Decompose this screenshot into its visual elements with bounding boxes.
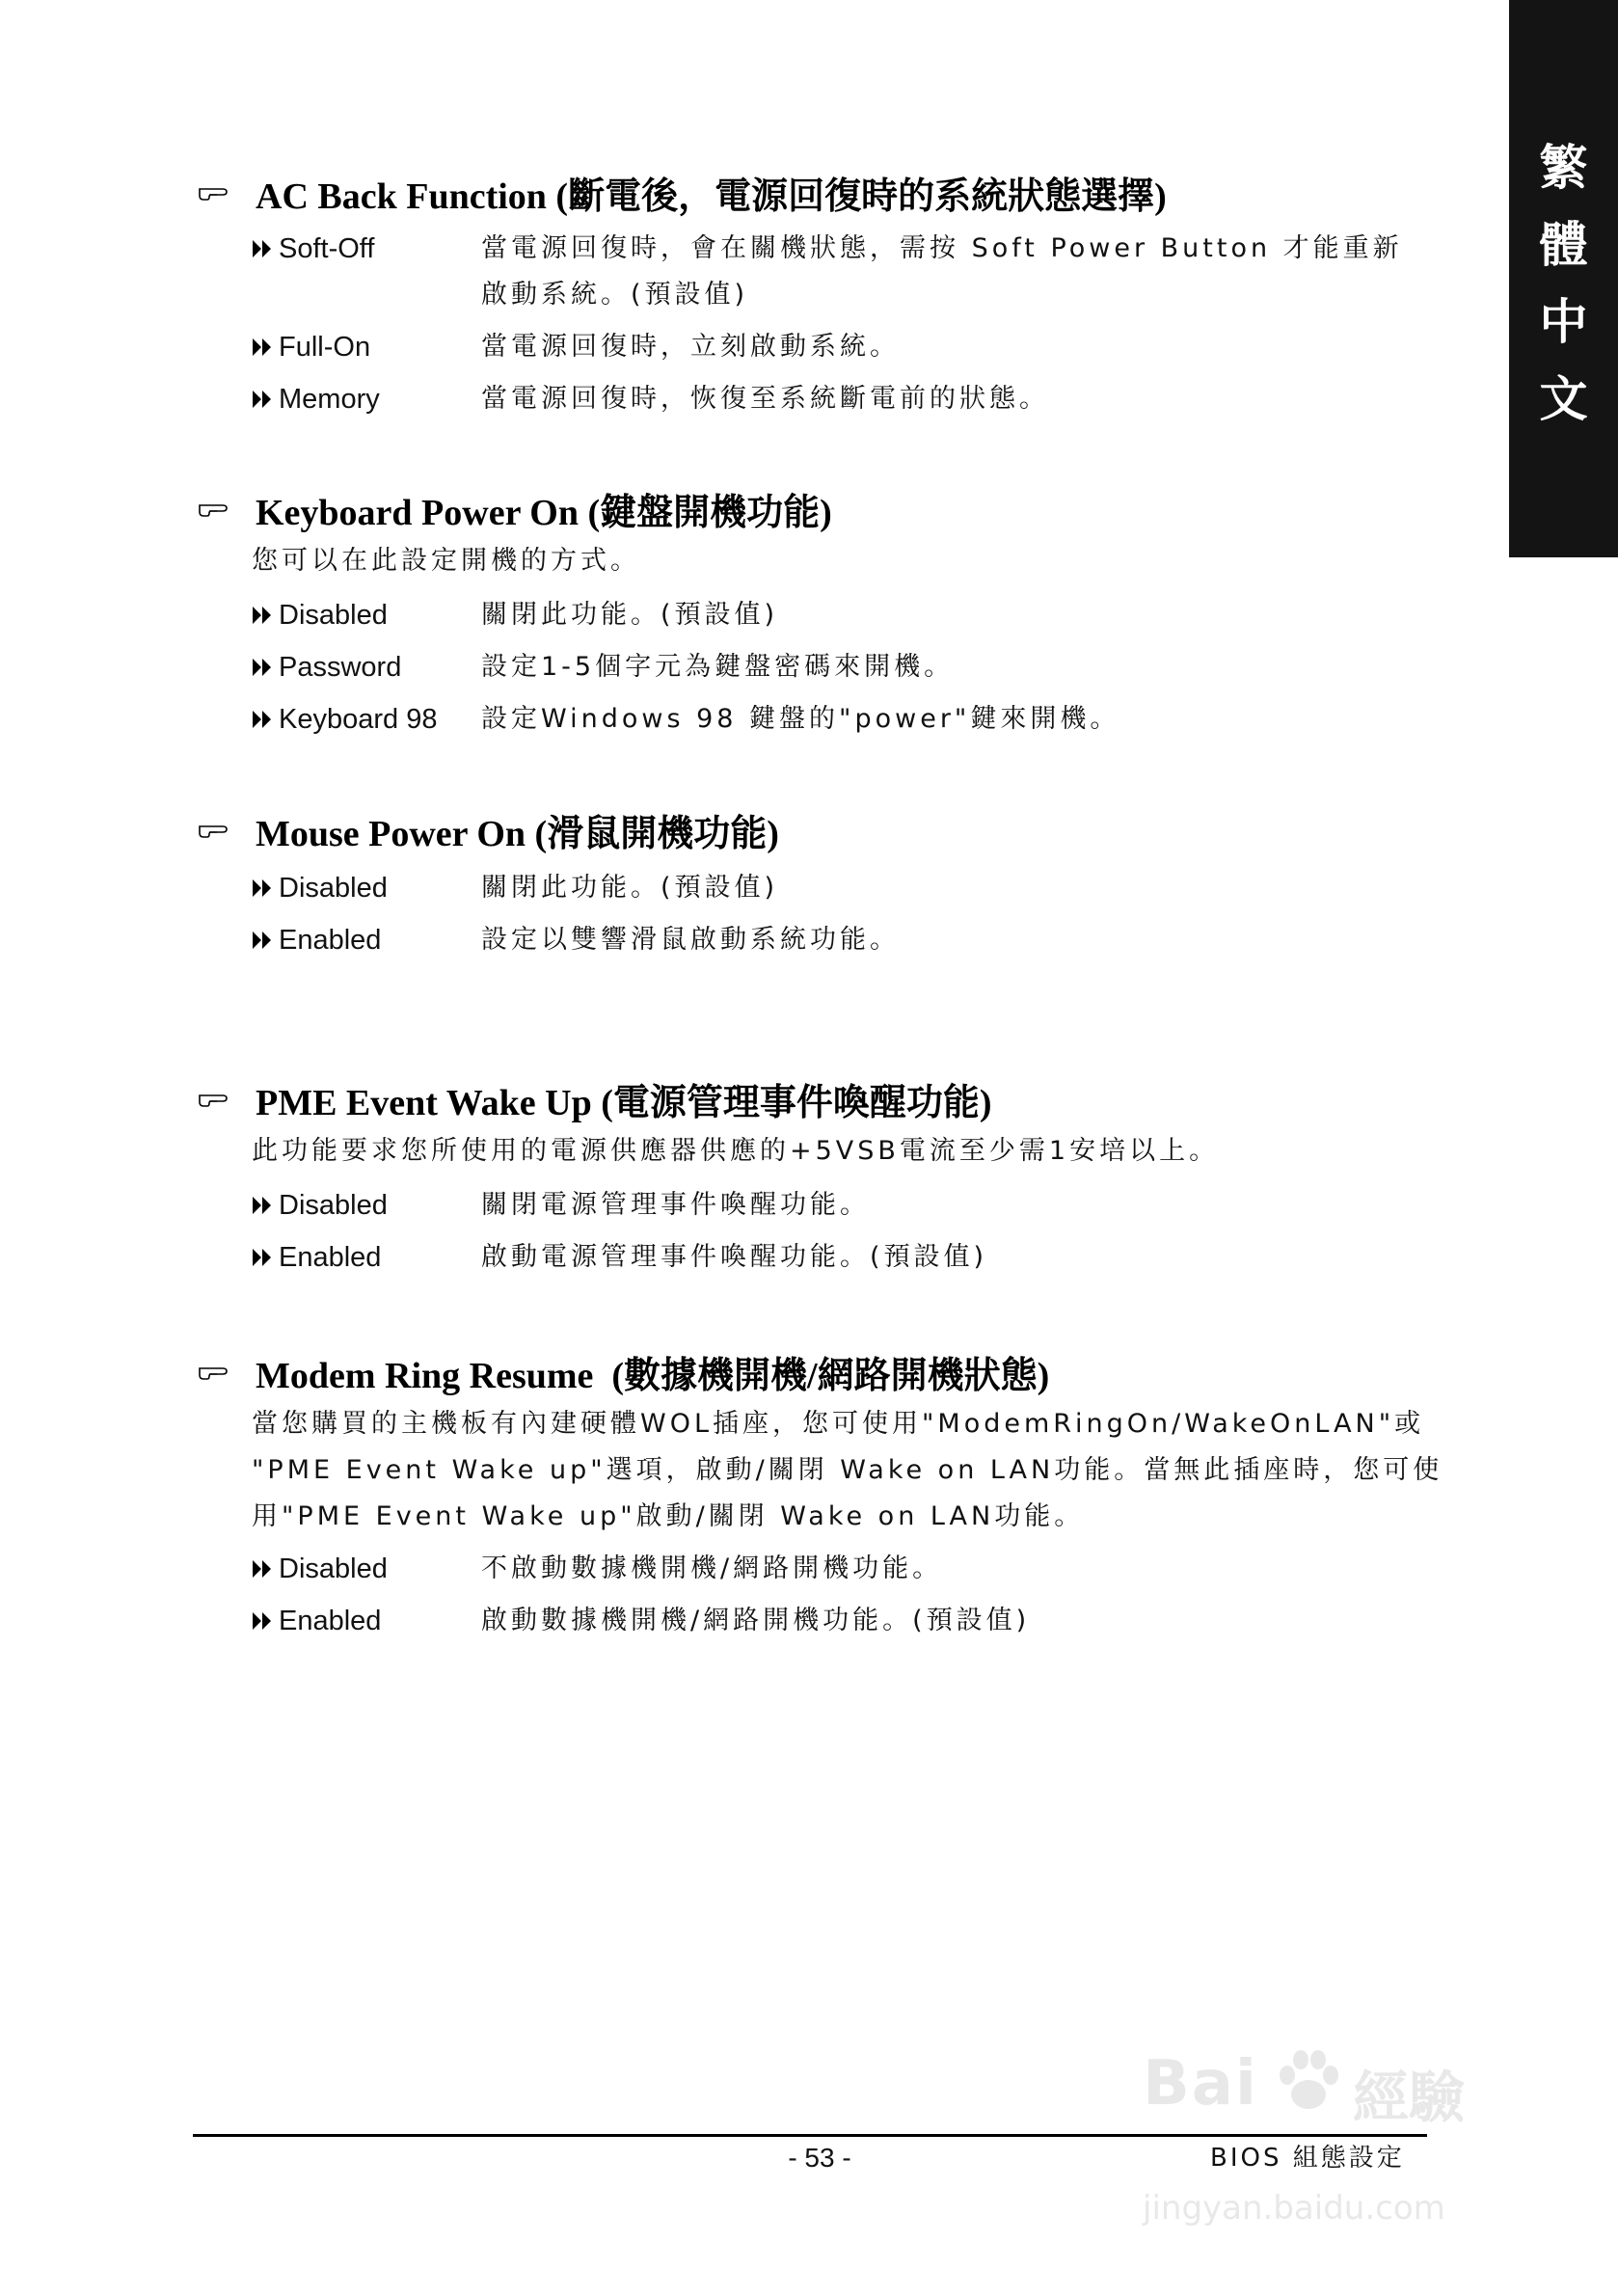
option-description: 關閉電源管理事件喚醒功能。 (481, 1190, 870, 1220)
section-modem-ring-resume (198, 1345, 1443, 1636)
option-name: Disabled (279, 600, 388, 631)
option-name: Enabled (279, 925, 382, 956)
option-name: Disabled (279, 1190, 388, 1221)
pointing-hand-icon (198, 1360, 236, 1383)
option-password (252, 648, 1436, 694)
section-keyboard-power-on (198, 482, 1442, 735)
double-arrow-icon (252, 1195, 273, 1216)
section-title: Mouse Power On (滑鼠開機功能) (198, 803, 1442, 855)
section-mouse-power-on (198, 803, 1442, 956)
double-arrow-icon (252, 238, 273, 259)
double-arrow-icon (252, 878, 273, 899)
option-name: Memory (279, 384, 380, 415)
option-description: 設定Windows 98 鍵盤的"power"鍵來開機。 (481, 704, 1120, 734)
option-name: Password (279, 652, 402, 683)
footer-section-name: BIOS 組態設定 (1210, 2144, 1405, 2173)
option-soft-off (252, 230, 1436, 310)
watermark (1143, 2044, 1528, 2237)
option-name: Full-On (279, 332, 371, 363)
side-tab-char: 體 (1539, 216, 1588, 273)
pointing-hand-icon (198, 1087, 236, 1110)
section-intro: 此功能要求您所使用的電源供應器供應的+5VSB電流至少需1安培以上。 (252, 1136, 1220, 1166)
option-description: 設定1-5個字元為鍵盤密碼來開機。 (481, 652, 955, 682)
double-arrow-icon (252, 1610, 273, 1632)
side-tab-char: 中 (1539, 293, 1588, 350)
section-pme-event-wake-up (198, 1072, 1442, 1273)
option-enabled (252, 921, 1436, 967)
pointing-hand-icon (198, 497, 236, 520)
option-enabled (252, 1602, 1436, 1648)
option-name: Keyboard 98 (279, 704, 438, 735)
side-tab-char: 繁 (1539, 139, 1588, 196)
side-tab-char: 文 (1539, 370, 1588, 427)
option-name: Disabled (279, 873, 388, 904)
option-description: 啟動數據機開機/網路開機功能。(預設值) (481, 1606, 1031, 1635)
option-enabled (252, 1238, 1436, 1284)
option-name: Disabled (279, 1553, 388, 1584)
language-side-tab (1509, 0, 1618, 557)
double-arrow-icon (252, 389, 273, 410)
section-title: PME Event Wake Up (電源管理事件喚醒功能) (198, 1072, 1442, 1124)
option-keyboard-98 (252, 700, 1436, 746)
option-full-on (252, 328, 1436, 374)
option-description: 當電源回復時，會在關機狀態，需按 Soft Power Button 才能重新 啟動系統。(預設值) (481, 233, 1403, 310)
option-description: 當電源回復時，恢復至系統斷電前的狀態。 (481, 384, 1049, 414)
section-title: Keyboard Power On (鍵盤開機功能) (198, 482, 1442, 534)
option-disabled (252, 1186, 1436, 1232)
option-disabled (252, 1550, 1436, 1596)
option-disabled (252, 869, 1436, 915)
option-name: Enabled (279, 1606, 382, 1636)
option-memory (252, 380, 1436, 426)
double-arrow-icon (252, 1558, 273, 1580)
double-arrow-icon (252, 709, 273, 730)
double-arrow-icon (252, 1247, 273, 1268)
option-disabled (252, 596, 1436, 642)
section-title: AC Back Function (斷電後，電源回復時的系統狀態選擇) (198, 166, 1442, 218)
watermark-url: jingyan.baidu.com (1143, 2189, 1445, 2228)
pointing-hand-icon (198, 180, 236, 203)
paw-icon (1270, 2044, 1347, 2126)
option-description: 啟動電源管理事件喚醒功能。(預設值) (481, 1242, 988, 1272)
section-ac-back-function (198, 166, 1442, 415)
option-description: 當電源回復時，立刻啟動系統。 (481, 332, 900, 362)
section-intro: 您可以在此設定開機的方式。 (252, 546, 640, 576)
option-description: 關閉此功能。(預設值) (481, 600, 779, 630)
page-number: - 53 - (788, 2143, 851, 2173)
option-description: 設定以雙響滑鼠啟動系統功能。 (481, 925, 900, 955)
section-intro: 當您購買的主機板有內建硬體WOL插座，您可使用"ModemRingOn/WakeOnLAN"或 "PME Event Wake up"選項，啟動/關閉 Wake on LAN功能。當無此插座時，您可使 用"PME Event Wake up"啟動/關閉 Wake on LAN功能。 (252, 1409, 1443, 1531)
double-arrow-icon (252, 930, 273, 951)
double-arrow-icon (252, 657, 273, 678)
watermark-cn-text: 經驗 (1353, 2065, 1466, 2130)
double-arrow-icon (252, 337, 273, 358)
option-name: Enabled (279, 1242, 382, 1273)
watermark-brand: Bai (1143, 2048, 1258, 2120)
option-description: 不啟動數據機開機/網路開機功能。 (481, 1553, 943, 1583)
double-arrow-icon (252, 605, 273, 626)
section-title: Modem Ring Resume (數據機開機/網路開機狀態) (198, 1345, 1442, 1397)
pointing-hand-icon (198, 818, 236, 841)
option-description: 關閉此功能。(預設值) (481, 873, 779, 903)
option-name: Soft-Off (279, 233, 375, 264)
